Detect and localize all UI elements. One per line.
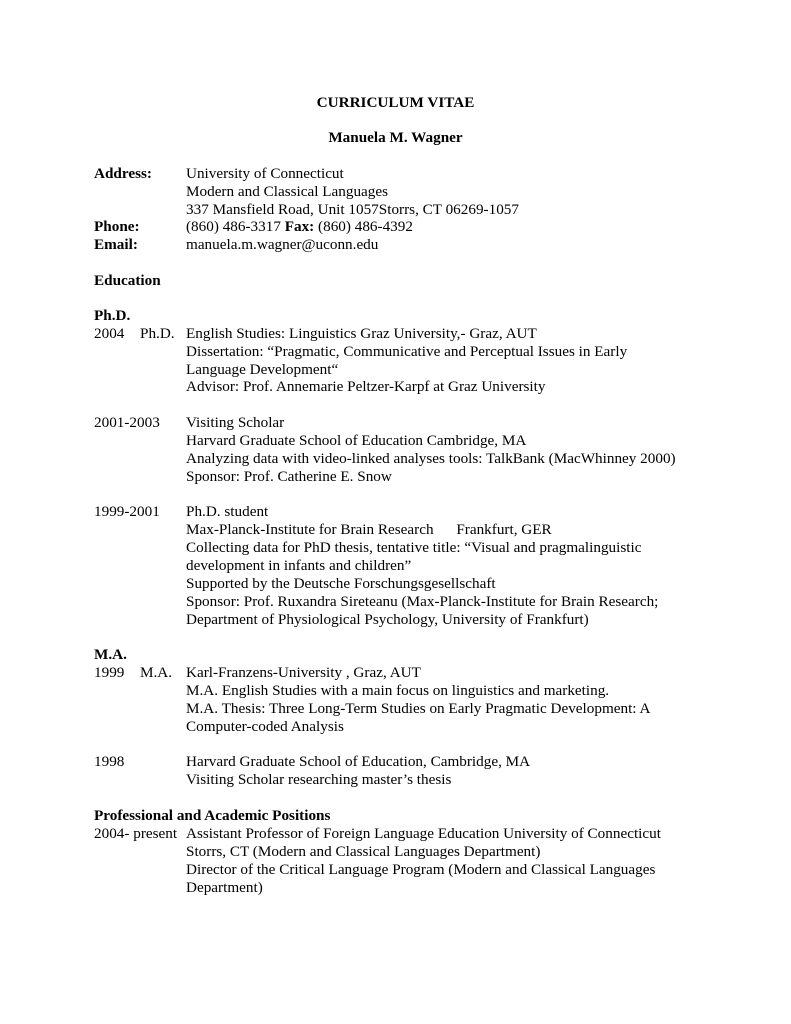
address-label: Address: <box>94 165 152 182</box>
phd-heading: Ph.D. <box>94 307 131 324</box>
document-title: CURRICULUM VITAE <box>316 94 475 111</box>
entry-line: Department) <box>186 879 263 896</box>
entry-line: Collecting data for PhD thesis, tentative title: “Visual and pragmalinguistic <box>186 539 642 556</box>
entry-line: Max-Planck-Institute for Brain Research Frankfurt, GER <box>186 521 552 538</box>
entry-line: Sponsor: Prof. Ruxandra Sireteanu (Max-Planck-Institute for Brain Research; <box>186 593 659 610</box>
positions-heading: Professional and Academic Positions <box>94 807 331 824</box>
address-line-1: University of Connecticut <box>186 165 344 182</box>
entry-year: 1999-2001 <box>94 503 160 520</box>
entry-line: Sponsor: Prof. Catherine E. Snow <box>186 468 392 485</box>
entry-line: Visiting Scholar <box>186 414 285 431</box>
entry-year: 1999 <box>94 664 125 681</box>
entry-line: Harvard Graduate School of Education Cambridge, MA <box>186 432 527 449</box>
entry-line: Karl-Franzens-University , Graz, AUT <box>186 664 421 681</box>
address-line-3: 337 Mansfield Road, Unit 1057Storrs, CT 06269-1057 <box>186 201 519 218</box>
entry-line: English Studies: Linguistics Graz University,- Graz, AUT <box>186 325 537 342</box>
entry-line: M.A. Thesis: Three Long-Term Studies on Early Pragmatic Development: A <box>186 700 651 717</box>
entry-line: Harvard Graduate School of Education, Cambridge, MA <box>186 753 531 770</box>
entry-line: Ph.D. student <box>186 503 269 520</box>
entry-line: Visiting Scholar researching master’s thesis <box>186 771 452 788</box>
entry-line: Assistant Professor of Foreign Language Education University of Connecticut <box>186 825 661 842</box>
phone-fax-line <box>186 218 413 236</box>
address-line-2: Modern and Classical Languages <box>186 183 389 200</box>
entry-line: Department of Physiological Psychology, University of Frankfurt) <box>186 611 589 628</box>
entry-year: 1998 <box>94 753 125 770</box>
phone-value: (860) 486-3317 <box>186 218 281 235</box>
entry-line: Director of the Critical Language Program (Modern and Classical Languages <box>186 861 656 878</box>
entry-line: Advisor: Prof. Annemarie Peltzer-Karpf at Graz University <box>186 378 546 395</box>
phone-label: Phone: <box>94 218 140 235</box>
entry-line: Computer-coded Analysis <box>186 718 344 735</box>
entry-line: Language Development“ <box>186 361 339 378</box>
education-heading: Education <box>94 272 161 289</box>
entry-year: 2001-2003 <box>94 414 160 431</box>
entry-line: Dissertation: “Pragmatic, Communicative and Perceptual Issues in Early <box>186 343 628 360</box>
entry-line: Supported by the Deutsche Forschungsgesellschaft <box>186 575 496 592</box>
entry-line: Storrs, CT (Modern and Classical Languages Department) <box>186 843 541 860</box>
entry-degree: M.A. <box>140 664 173 681</box>
email-value: manuela.m.wagner@uconn.edu <box>186 236 379 253</box>
entry-line: M.A. English Studies with a main focus on linguistics and marketing. <box>186 682 610 699</box>
fax-label: Fax: <box>284 218 315 235</box>
entry-year: 2004- present <box>94 825 178 842</box>
entry-line: Analyzing data with video-linked analyses tools: TalkBank (MacWhinney 2000) <box>186 450 676 467</box>
entry-line: development in infants and children” <box>186 557 412 574</box>
person-name: Manuela M. Wagner <box>328 129 463 146</box>
ma-heading: M.A. <box>94 646 127 663</box>
entry-year: 2004 <box>94 325 125 342</box>
email-label: Email: <box>94 236 138 253</box>
fax-value: (860) 486-4392 <box>318 218 413 235</box>
entry-degree: Ph.D. <box>140 325 175 342</box>
